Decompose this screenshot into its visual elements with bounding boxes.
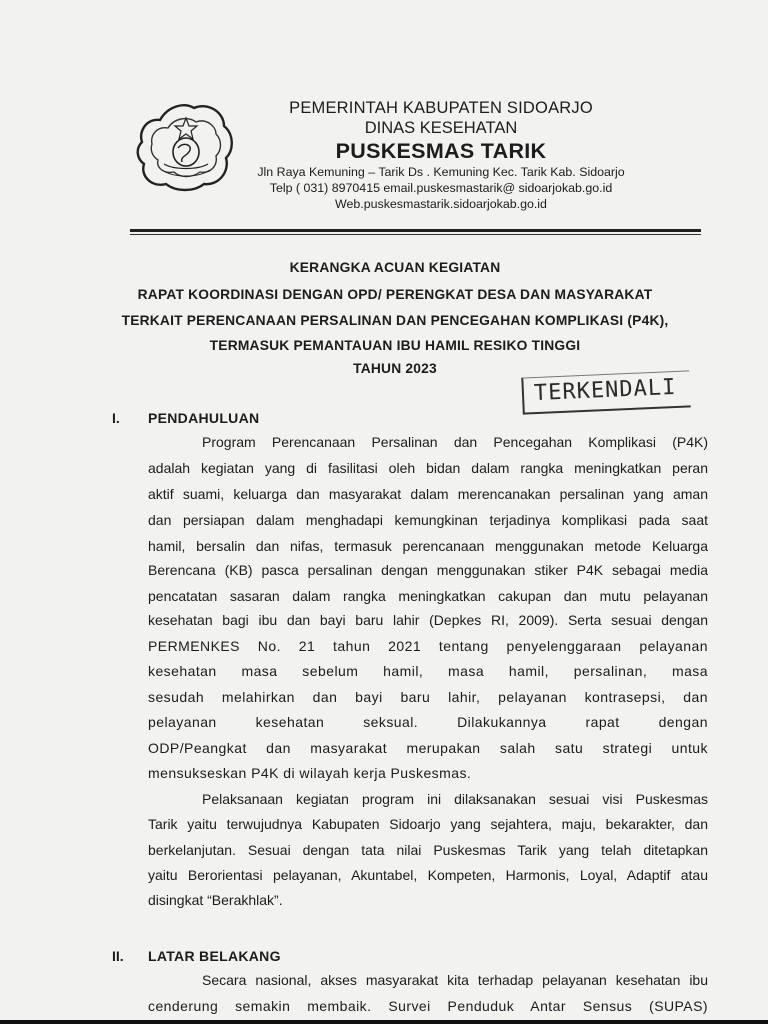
document-subtitle-line-1: RAPAT KOORDINASI DENGAN OPD/ PERENGKAT DESA DAN MASYARAKAT [137, 287, 653, 302]
paragraph-line: Tarik yaitu terwujudnya Kabupaten Sidoarjo yang sejahtera, maju, bekarakter, dan [148, 816, 708, 832]
address: Jln Raya Kemuning – Tarik Ds . Kemuning Kec. Tarik Kab. Sidoarjo [257, 165, 625, 179]
paragraph-line: pelayanan kesehatan seksual. Dilakukannya rapat dengan [148, 714, 708, 730]
paragraph-line: adalah kegiatan yang di fasilitasi oleh bidan dalam rangka meningkatkan peran [148, 460, 708, 476]
paragraph-line: mensukseskan P4K di wilayah kerja Puskesmas. [148, 765, 472, 781]
section-1-number: I. [112, 410, 120, 426]
paragraph-line: aktif suami, keluarga dan masyarakat dalam merencanakan persalinan yang aman [148, 486, 708, 502]
document-title: KERANGKA ACUAN KEGIATAN [289, 260, 501, 275]
scan-edge [0, 1020, 768, 1024]
institution-name: PUSKESMAS TARIK [335, 139, 547, 163]
letterhead [250, 98, 632, 212]
paragraph-line: berkelanjutan. Sesuai dengan tata nilai Puskesmas Tarik yang telah ditetapkan [148, 842, 708, 858]
section-2-heading: LATAR BELAKANG [148, 948, 281, 964]
paragraph-line: disingkat “Berakhlak”. [148, 892, 283, 908]
paragraph-line: kesehatan bagi ibu dan bayi baru lahir (Depkes RI, 2009). Serta sesuai dengan [148, 612, 708, 628]
paragraph-line: kesehatan masa sebelum hamil, masa hamil, persalinan, masa [148, 663, 708, 679]
paragraph-line: cenderung semakin membaik. Survei Penduduk Antar Sensus (SUPAS) [148, 998, 708, 1014]
paragraph-line: PERMENKES No. 21 tahun 2021 tentang penyelenggaraan pelayanan [148, 638, 708, 654]
letterhead-divider-thick [130, 229, 701, 232]
office-name: DINAS KESEHATAN [364, 119, 518, 137]
paragraph-line: Secara nasional, akses masyarakat kita terhadap pelayanan kesehatan ibu [202, 972, 708, 988]
sidoarjo-emblem-logo [134, 100, 238, 192]
paragraph-line: dan persiapan dalam menghadapi kemungkinan terjadinya komplikasi pada saat [148, 512, 708, 528]
paragraph-line: sesudah melahirkan dan bayi baru lahir, pelayanan kontrasepsi, dan [148, 689, 708, 705]
document-subtitle-line-2: TERKAIT PERENCANAAN PERSALINAN DAN PENCEGAHAN KOMPLIKASI (P4K), [121, 313, 669, 328]
paragraph-line: Berencana (KB) pasca persalinan dengan menggunakan stiker P4K sebagai media [148, 562, 708, 578]
website: Web.puskesmastarik.sidoarjokab.go.id [335, 197, 547, 211]
section-1-heading: PENDAHULUAN [148, 410, 260, 426]
paragraph-line: pencatatan sasaran dalam rangka meningkatkan cakupan dan mutu pelayanan [148, 588, 708, 604]
section-2-number: II. [112, 948, 124, 964]
paragraph-line: hamil, bersalin dan nifas, termasuk perencanaan menggunakan metode Keluarga [148, 538, 708, 554]
document-year: TAHUN 2023 [353, 361, 437, 376]
paragraph-line: yaitu Berorientasi pelayanan, Akuntabel, Kompeten, Harmonis, Loyal, Adaptif atau [148, 867, 708, 883]
government-name: PEMERINTAH KABUPATEN SIDOARJO [289, 99, 593, 117]
controlled-stamp [521, 370, 690, 414]
document-subtitle-line-3: TERMASUK PEMANTAUAN IBU HAMIL RESIKO TINGGI [209, 338, 581, 353]
letterhead-divider-thin [130, 234, 701, 235]
phone-email: Telp ( 031) 8970415 email.puskesmastarik@ sidoarjokab.go.id [269, 181, 613, 195]
stamp-text: TERKENDALI [533, 374, 677, 407]
paragraph-line: Pelaksanaan kegiatan program ini dilaksanakan sesuai visi Puskesmas [202, 791, 708, 807]
paragraph-line: Program Perencanaan Persalinan dan Pencegahan Komplikasi (P4K) [202, 434, 708, 450]
paragraph-line: ODP/Peangkat dan masyarakat merupakan salah satu strategi untuk [148, 740, 708, 756]
